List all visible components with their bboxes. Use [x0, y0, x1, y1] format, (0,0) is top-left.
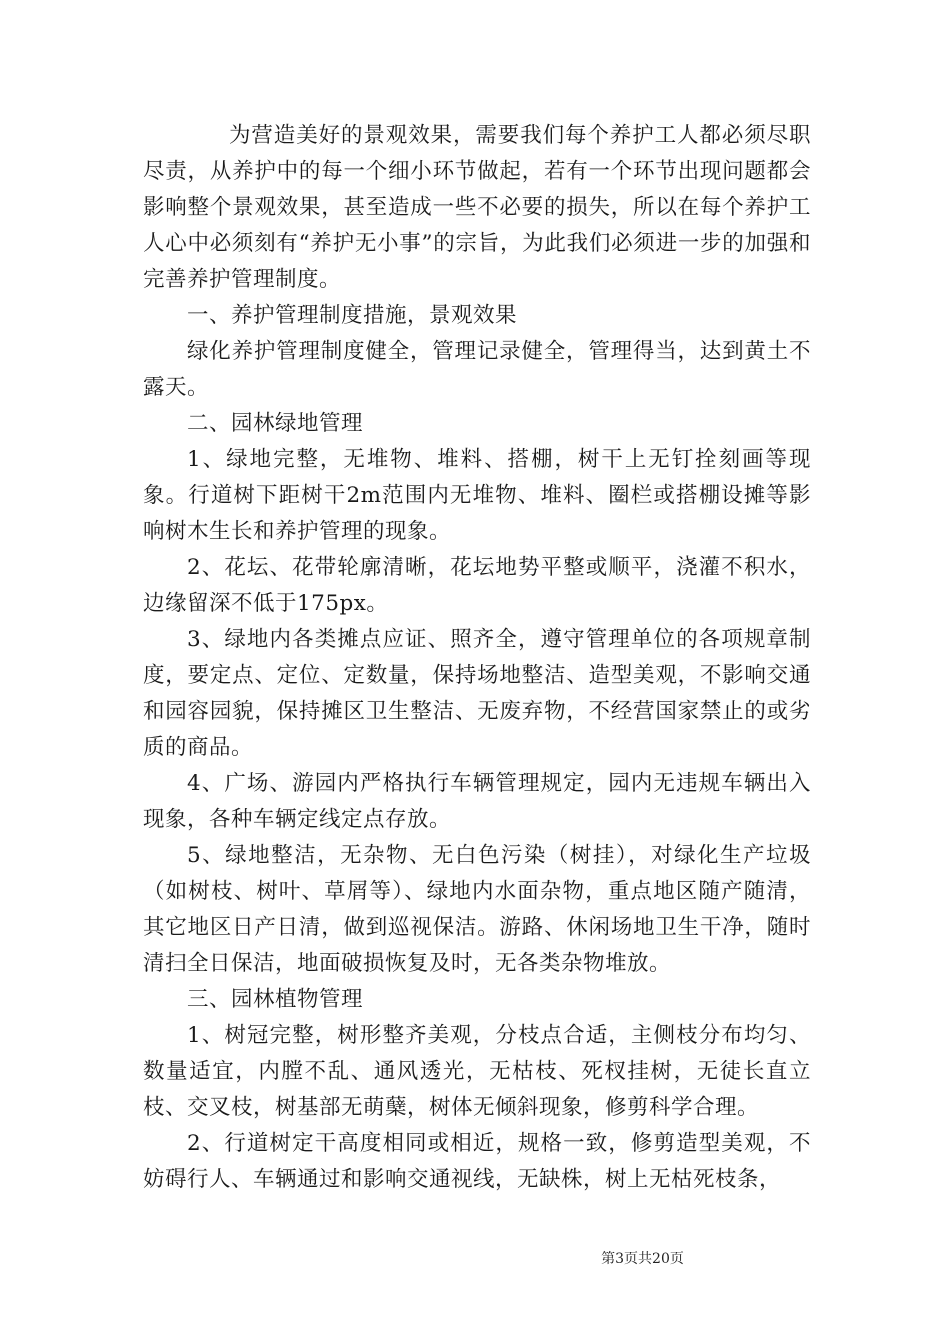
list-item: 2、花坛、花带轮廓清晰，花坛地势平整或顺平，浇灌不积水，边缘留深不低于175px。: [143, 555, 811, 616]
paragraph: 绿化养护管理制度健全，管理记录健全，管理得当，达到黄土不露天。: [143, 339, 811, 400]
list-item: 5、绿地整洁，无杂物、无白色污染（树挂），对绿化生产垃圾（如树枝、树叶、草屑等）、绿地内水面杂物，重点地区随产随清，其它地区日产日清，做到巡视保洁。游路、休闲场地卫生干净，随时清扫全日保洁，地面破损恢复及时，无各类杂物堆放。: [143, 843, 811, 976]
list-item: 3、绿地内各类摊点应证、照齐全，遵守管理单位的各项规章制度，要定点、定位、定数量，保持场地整洁、造型美观，不影响交通和园容园貌，保持摊区卫生整洁、无废弃物，不经营国家禁止的或劣质的商品。: [143, 627, 811, 760]
list-item: 2、行道树定干高度相同或相近，规格一致，修剪造型美观，不妨碍行人、车辆通过和影响交通视线，无缺株，树上无枯死枝条，: [143, 1131, 811, 1192]
page-footer: [0, 1248, 950, 1268]
intro-paragraph: 为营造美好的景观效果，需要我们每个养护工人都必须尽职尽责，从养护中的每一个细小环节做起，若有一个环节出现问题都会影响整个景观效果，甚至造成一些不必要的损失，所以在每个养护工人心中必须刻有“养护无小事”的宗旨，为此我们必须进一步的加强和完善养护管理制度。: [143, 123, 811, 292]
document-body: [143, 118, 811, 1198]
page-number: 第3页共20页: [601, 1251, 684, 1267]
list-item: 4、广场、游园内严格执行车辆管理规定，园内无违规车辆出入现象，各种车辆定线定点存放。: [143, 771, 811, 832]
list-item: 1、绿地完整，无堆物、堆料、搭棚，树干上无钉拴刻画等现象。行道树下距树干2m范围内无堆物、堆料、圈栏或搭棚设摊等影响树木生长和养护管理的现象。: [143, 447, 811, 544]
section-heading-3: 三、园林植物管理: [187, 987, 364, 1012]
section-heading-2: 二、园林绿地管理: [187, 411, 364, 436]
section-heading-1: 一、养护管理制度措施，景观效果: [187, 303, 518, 328]
list-item: 1、树冠完整，树形整齐美观，分枝点合适，主侧枝分布均匀、数量适宜，内膛不乱、通风透光，无枯枝、死杈挂树，无徒长直立枝、交叉枝，树基部无萌蘖，树体无倾斜现象，修剪科学合理。: [143, 1023, 811, 1120]
